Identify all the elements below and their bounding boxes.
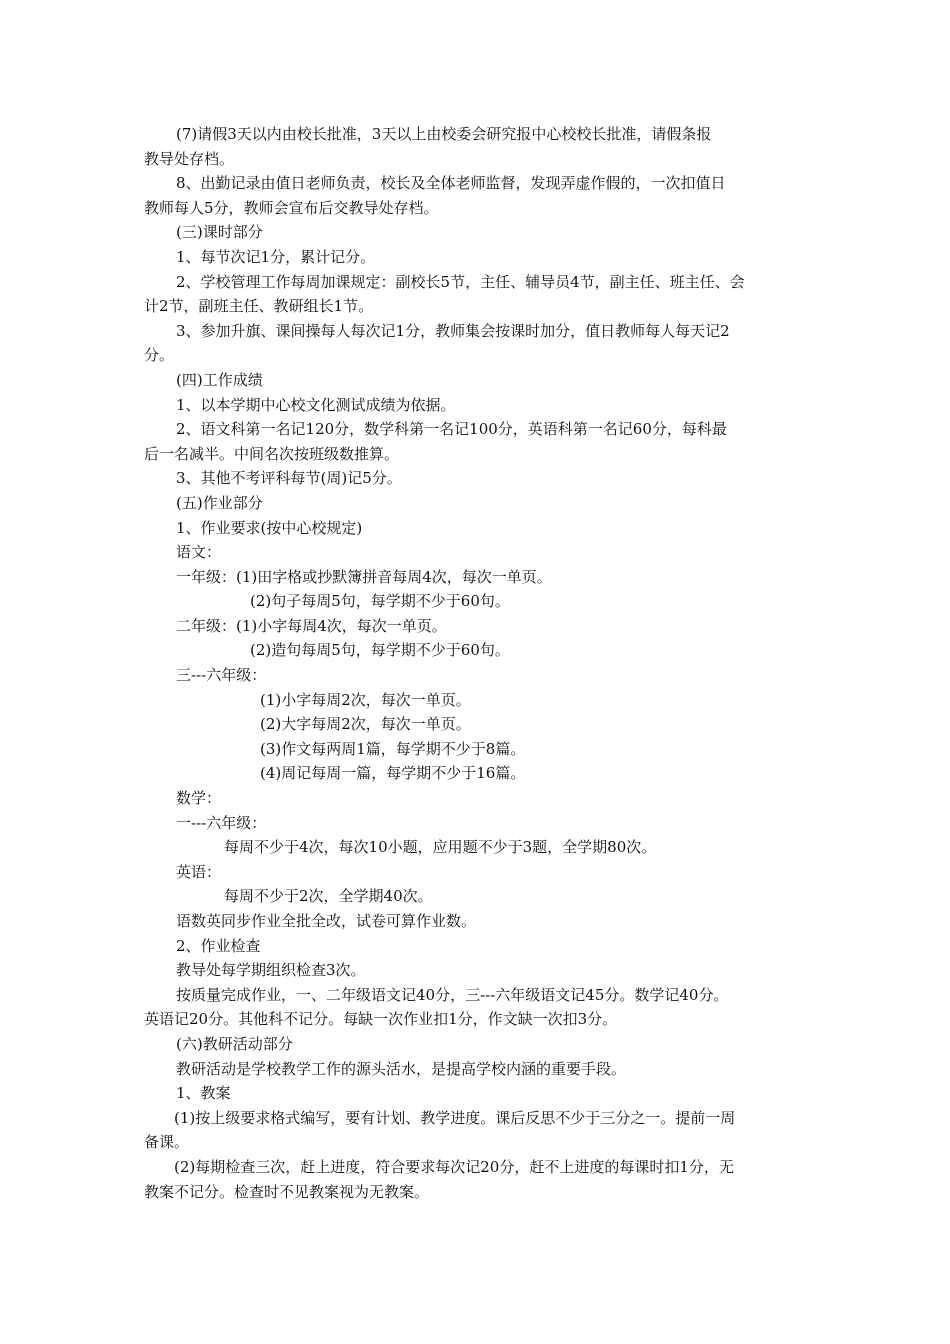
paragraph-line: 后一名减半。中间名次按班级数推算。 [144,444,400,463]
paragraph-line: (7)请假3天以内由校长批准，3天以上由校委会研究报中心校校长批准，请假条报 [176,125,712,143]
paragraph-line: 1、作业要求(按中心校规定) [176,518,363,537]
paragraph-line: 3、参加升旗、课间操每人每次记1分，教师集会按课时加分，值日教师每人每天记2 [176,321,730,340]
paragraph-line: 教师每人5分，教师会宣布后交教导处存档。 [144,198,439,217]
paragraph-line: 三---六年级： [176,666,267,685]
paragraph-line: 每周不少于2次，全学期40次。 [224,887,433,906]
paragraph-line: 英语记20分。其他科不记分。每缺一次作业扣1分，作文缺一次扣3分。 [144,1010,618,1029]
subject-label: 英语： [176,862,222,881]
paragraph-line: 教研活动是学校教学工作的源头活水，是提高学校内涵的重要手段。 [176,1059,627,1078]
paragraph-line: (1)按上级要求格式编写，要有计划、教学进度。课后反思不少于三分之一。提前一周 [174,1108,736,1127]
section-heading: (六)教研活动部分 [176,1034,293,1053]
paragraph-line: 8、出勤记录由值日老师负责，校长及全体老师监督，发现弄虚作假的，一次扣值日 [176,174,726,193]
paragraph-line: 教案不记分。检查时不见教案视为无教案。 [144,1182,430,1201]
paragraph-line: 一---六年级： [176,813,267,832]
paragraph-line: 3、其他不考评科每节(周)记5分。 [176,469,402,488]
subject-label: 数学： [176,789,222,808]
paragraph-line: (2)大字每周2次，每次一单页。 [260,715,471,734]
section-heading: (三)课时部分 [176,223,263,242]
section-heading: (五)作业部分 [176,493,263,512]
paragraph-line: 1、以本学期中心校文化测试成绩为依据。 [176,395,456,414]
paragraph-line: 二年级：(1)小字每周4次，每次一单页。 [176,616,447,635]
paragraph-line: 1、每节次记1分，累计记分。 [176,247,376,266]
paragraph-line: 每周不少于4次，每次10小题，应用题不少于3题，全学期80次。 [224,838,657,857]
paragraph-line: (2)造句每周5句，每学期不少于60句。 [250,641,510,660]
paragraph-line: 1、教案 [176,1084,231,1103]
paragraph-line: 按质量完成作业，一、二年级语文记40分，三---六年级语文记45分。数学记40分。 [176,985,729,1004]
paragraph-line: 计2节，副班主任、教研组长1节。 [144,297,374,316]
paragraph-line: 分。 [144,346,175,365]
paragraph-line: 备课。 [144,1133,190,1152]
paragraph-line: 教导处每学期组织检查3次。 [176,961,366,980]
paragraph-line: 教导处存档。 [144,149,235,168]
paragraph-line: (3)作文每两周1篇，每学期不少于8篇。 [260,739,526,758]
paragraph-line: 一年级：(1)田字格或抄默簿拼音每周4次，每次一单页。 [176,567,552,586]
paragraph-line: 2、语文科第一名记120分，数学科第一名记100分，英语科第一名记60分，每科最 [176,420,727,439]
document-body [144,122,808,1204]
paragraph-line: (4)周记每周一篇，每学期不少于16篇。 [260,764,526,783]
paragraph-line: (2)每期检查三次，赶上进度，符合要求每次记20分，赶不上进度的每课时扣1分，无 [174,1157,734,1176]
paragraph-line: (1)小字每周2次，每次一单页。 [260,690,471,709]
paragraph-line: (2)句子每周5句，每学期不少于60句。 [250,592,510,611]
paragraph-line: 语数英同步作业全批全改，试卷可算作业数。 [176,912,477,930]
section-heading: (四)工作成绩 [176,370,263,389]
paragraph-line: 2、作业检查 [176,936,261,955]
paragraph-line: 2、学校管理工作每周加课规定：副校长5节，主任、辅导员4节，副主任、班主任、会 [176,272,745,291]
subject-label: 语文： [176,543,222,562]
